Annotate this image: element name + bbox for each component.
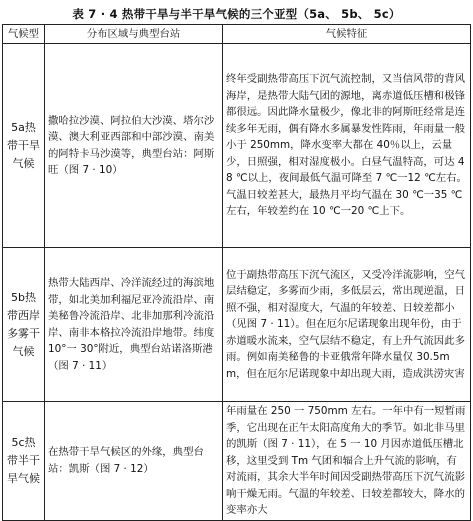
- climate-type-cell: 5c热带半干旱气候: [3, 402, 45, 521]
- header-distribution: 分布区域与典型台站: [45, 25, 223, 44]
- climate-type-cell: 5b热带西岸多雾干气候: [3, 248, 45, 402]
- climate-subtype-table: [2, 24, 471, 521]
- distribution-cell: 撒哈拉沙漠、阿拉伯大沙漠、塔尔沙漠、澳大利亚西部和中部沙漠、南美的阿特卡马沙漠等，典型台站：阿斯旺（图 7 · 10）: [45, 44, 223, 248]
- climate-type-cell: 5a热带干旱气候: [3, 44, 45, 248]
- header-row: [3, 25, 471, 44]
- table-row: [3, 44, 471, 248]
- header-climate-type: 气候型: [3, 25, 45, 44]
- features-cell: 终年受副热带高压下沉气流控制，又当信风带的背风海岸，是热带大陆气团的源地，离赤道低压槽和极锋都很远。因此降水量极少，像北非的阿斯旺经常是连续多年无雨，偶有降水多属暴发性阵雨，年雨量一般小于 250mm，降水变率大都在 40％以上，云量少，日照强，相对湿度极小。白昼气温特高，可达 48 ℃以上，夜间最低气温可降至 7 ℃一12 ℃左右。气温日较差甚大，最热月平均气温在 30 ℃一35 ℃左右，年较差约在 10 ℃一20 ℃上下。: [223, 44, 471, 248]
- table-row: [3, 248, 471, 402]
- distribution-cell: 在热带干旱气候区的外缘，典型台站：凯斯（图 7 · 12）: [45, 402, 223, 521]
- distribution-cell: 热带大陆西岸、冷洋流经过的海滨地带，如北美加利福尼亚冷流沿岸、南美秘鲁冷流沿岸、北非加那利冷流沿岸、南非本格拉冷流沿岸地带。纬度 10°一 30°附近，典型台站诺洛斯港（图 7 · 11）: [45, 248, 223, 402]
- features-cell: 年雨量在 250 一 750mm 左右。一年中有一短暂雨季，它出现在正午太阳高度角大的季节。如北非马里的凯斯（图 7 · 11），在 5 一 10 月因赤道低压槽北移，这里受到 Tm 气团和辐合上升气流的影响，有对流雨，其余大半年时间因受副热带高压下沉气流影响干燥无雨。气温的年较差、日较差都较大，降水的变率亦大: [223, 402, 471, 521]
- table-title: 表 7 · 4 热带干旱与半干旱气候的三个亚型（5a、 5b、 5c）: [72, 7, 401, 21]
- features-cell: 位于副热带高压下沉气流区，又受冷洋流影响，空气层结稳定，多雾而少雨，多低层云，常出现逆温，日照不强，相对湿度大，气温的年较差、日较差都小（见图 7 · 11）。但在厄尔尼诺现象出现年份，由于赤道暖水流来，空气层结不稳定，有上升气流因此多雨。例如南美秘鲁的卡亚俄常年降水量仅 30.5mm，但在厄尔尼诺现象中却出现大雨，造成洪涝灾害: [223, 248, 471, 402]
- header-features: 气候特征: [223, 25, 471, 44]
- table-row: [3, 402, 471, 521]
